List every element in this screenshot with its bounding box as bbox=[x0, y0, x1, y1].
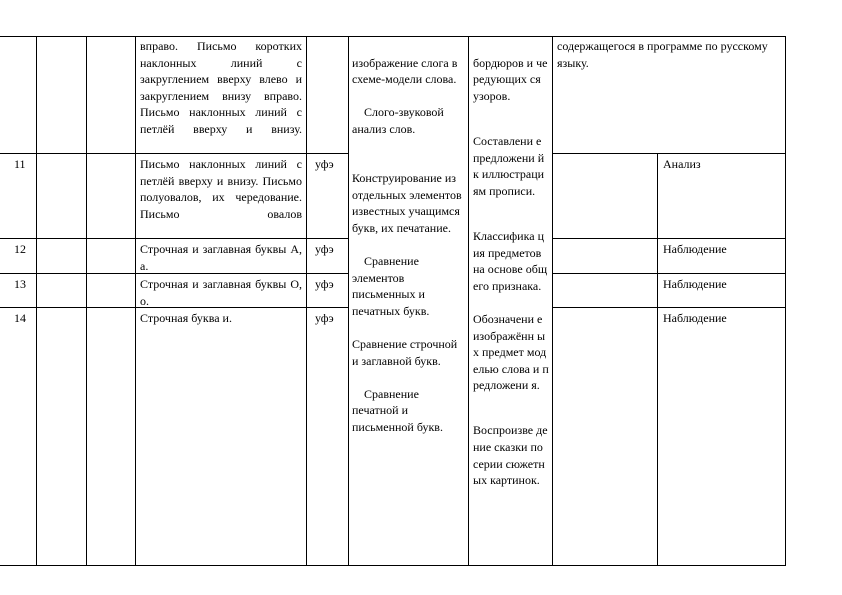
row-divider-11-right bbox=[552, 153, 786, 154]
program-content: содержащегося в программе по русскому языку. bbox=[557, 39, 768, 70]
row-11-topic: Письмо наклонных линий с петлёй вверху и внизу. Письмо полуовалов, их чередование. Письмо овалов bbox=[140, 157, 302, 221]
skill-1: бордюров и чередующих ся узоров. bbox=[473, 55, 548, 103]
row-11-number: 11 bbox=[14, 157, 26, 171]
activity-column bbox=[352, 38, 464, 452]
col-line-8 bbox=[657, 153, 658, 566]
col-line-4 bbox=[306, 36, 307, 566]
col-line-2 bbox=[86, 36, 87, 566]
activity-3: Конструирование из отдельных элементов известных учащимся букв, их печатание. bbox=[352, 171, 462, 235]
row-12-type: уфэ bbox=[315, 242, 334, 256]
row-14-topic: Строчная буква и. bbox=[140, 311, 232, 325]
row-13-control: Наблюдение bbox=[663, 277, 727, 291]
row-divider-11 bbox=[0, 153, 348, 154]
table-border-top bbox=[0, 36, 786, 37]
row-13-topic: Строчная и заглавная буквы О, о. bbox=[140, 277, 302, 308]
skill-4: Обозначени е изображённ ых предмет моделью слова и предложени я. bbox=[473, 311, 549, 393]
activity-2: Слого-звуковой анализ слов. bbox=[352, 105, 447, 136]
row-divider-14-right bbox=[552, 307, 786, 308]
col-line-right bbox=[785, 36, 786, 566]
row-12-number: 12 bbox=[14, 242, 26, 256]
row-divider-12 bbox=[0, 238, 348, 239]
row-11-control: Анализ bbox=[663, 157, 701, 171]
activity-5: Сравнение строчной и заглавной букв. bbox=[352, 337, 458, 368]
skills-column bbox=[473, 38, 549, 505]
col-line-5 bbox=[348, 36, 349, 566]
activity-6: Сравнение печатной и письменной букв. bbox=[352, 386, 443, 435]
col-line-1 bbox=[36, 36, 37, 566]
skill-3: Классифика ция предметов на основе общего признака. bbox=[473, 228, 548, 293]
activity-1: изображение слога в схеме-модели слова. bbox=[352, 55, 458, 87]
topic-continuation: вправо. Письмо коротких наклонных линий с закруглением вверху влево и закруглением внизу вправо. Письмо наклонных линий с петлёй вверху и внизу. bbox=[140, 39, 302, 136]
row-divider-12-right bbox=[552, 238, 786, 239]
row-12-control: Наблюдение bbox=[663, 242, 727, 256]
col-line-6 bbox=[468, 36, 469, 566]
row-14-control: Наблюдение bbox=[663, 311, 727, 325]
row-14-type: уфэ bbox=[315, 311, 334, 325]
skill-5: Воспроизве дение сказки по серии сюжетных картинок. bbox=[473, 423, 548, 488]
col-line-7 bbox=[552, 36, 553, 566]
row-14-number: 14 bbox=[14, 311, 26, 325]
row-13-type: уфэ bbox=[315, 277, 334, 291]
skill-2: Составлени е предложени й к иллюстраци ям прописи. bbox=[473, 133, 545, 198]
activity-4: Сравнение элементов письменных и печатных букв. bbox=[352, 254, 430, 318]
row-11-type: уфэ bbox=[315, 157, 334, 171]
row-divider-13-right bbox=[552, 273, 786, 274]
table-border-bottom bbox=[0, 565, 786, 566]
row-13-number: 13 bbox=[14, 277, 26, 291]
row-12-topic: Строчная и заглавная буквы А, а. bbox=[140, 242, 302, 273]
col-line-3 bbox=[135, 36, 136, 566]
